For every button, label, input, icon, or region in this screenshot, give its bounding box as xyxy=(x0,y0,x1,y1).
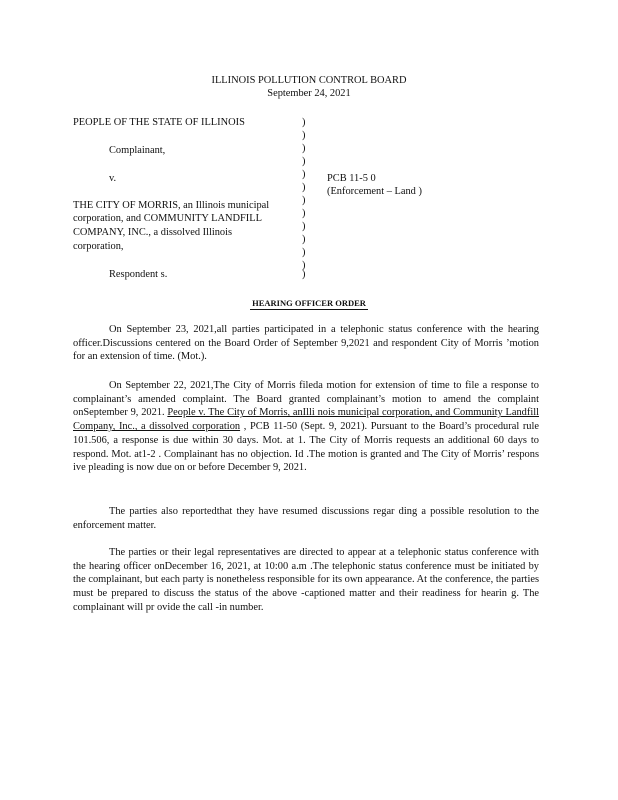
order-heading-text: HEARING OFFICER ORDER xyxy=(252,298,366,308)
versus-label: v. xyxy=(109,173,117,184)
paragraph-status-conference xyxy=(73,323,539,364)
caption-paren: ) xyxy=(302,182,306,193)
caption-paren: ) xyxy=(302,143,306,154)
order-date: September 24, 2021 xyxy=(267,88,351,99)
caption-paren: ) xyxy=(302,156,306,167)
paragraph-discussions xyxy=(73,505,539,532)
caption-paren: ) xyxy=(302,208,306,219)
caption-paren: ) xyxy=(302,221,306,232)
caption-paren: ) xyxy=(302,195,306,206)
respondent-line: corporation, and COMMUNITY LANDFILL xyxy=(73,213,262,224)
paragraph-text-part: On September 22, 2021,The City of Morris fileda motion for extension of time to file a response to complainant’s amended complaint. The Board granted complainant’s motion to amend the complaint onSeptember 9, 2021. xyxy=(73,380,539,419)
paragraph-text: The parties or their legal representatives are directed to appear at a telephonic status conference with the hearing officer onDecember 16, 2021, at 10:00 a.m .The telephonic status conference must be initiated by the complainant, but each party is nonetheless responsible for its own appearance. At the conference, the parties must be prepared to discuss the status of the above -captioned matter and their readiness for hearin g. The complainant will pr ovide the call -in number. xyxy=(73,547,539,613)
respondent-line: THE CITY OF MORRIS, an Illinois municipal xyxy=(73,200,270,211)
order-heading xyxy=(0,297,618,310)
respondent-line: corporation, xyxy=(73,241,124,252)
caption-paren: ) xyxy=(302,260,306,271)
caption-paren: ) xyxy=(302,247,306,258)
case-type: (Enforcement – Land ) xyxy=(327,186,422,197)
respondent-line: COMPANY, INC., a dissolved Illinois xyxy=(73,227,233,238)
plaintiff-name: PEOPLE OF THE STATE OF ILLINOIS xyxy=(73,117,245,128)
caption-paren: ) xyxy=(302,169,306,180)
caption-paren: ) xyxy=(302,269,306,280)
paragraph-motion xyxy=(73,379,539,475)
case-citation: People v. The City of Morris, anIlli nois municipal corporation, and Community Landfill Company, Inc., a dissolved corporation xyxy=(73,407,539,433)
paragraph-text-part: , PCB 11-50 (Sept. 9, 2021). Pursuant to the Board’s procedural rule 101.506, a response is due within 30 days. Mot. at 1. The City of Morris requests an additional 60 days to respond. Mot. at1-2 . Complainant has no objection. Id .The motion is granted and The City of Morris’ respons ive pleading is now due on or before December 9, 2021. xyxy=(73,421,539,474)
paragraph-text xyxy=(73,379,539,475)
caption-paren: ) xyxy=(302,234,306,245)
paragraph-text: On September 23, 2021,all parties participated in a telephonic status conference with the hearing officer.Discussions centered on the Board Order of September 9,2021 and respondent City of Morris ’motion for an extension of time. (Mot.). xyxy=(73,324,539,363)
respondent-label: Respondent s. xyxy=(109,269,168,280)
caption-paren: ) xyxy=(302,130,306,141)
case-number: PCB 11-5 0 xyxy=(327,173,376,184)
agency-title: ILLINOIS POLLUTION CONTROL BOARD xyxy=(211,75,407,86)
paragraph-text: The parties also reportedthat they have resumed discussions regar ding a possible resolution to the enforcement matter. xyxy=(73,506,539,531)
paragraph-directions xyxy=(73,546,539,615)
complainant-label: Complainant, xyxy=(109,145,166,156)
caption-paren: ) xyxy=(302,117,306,128)
